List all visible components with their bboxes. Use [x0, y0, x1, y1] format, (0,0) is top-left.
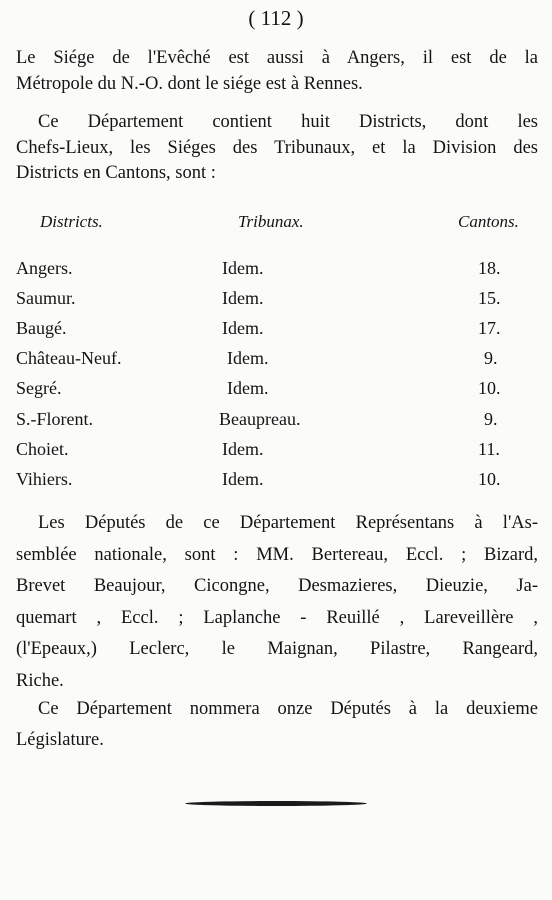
tribunal-name: Idem. — [227, 348, 269, 368]
deputies-line: quemart , Eccl. ; Laplanche - Reuillé , Lareveillère , — [16, 607, 538, 628]
table-row — [0, 378, 552, 408]
departement-line: Chefs-Lieux, les Siéges des Tribunaux, et la Division des — [16, 137, 538, 158]
canton-count: 9. — [484, 409, 498, 429]
canton-count: 15. — [478, 288, 501, 308]
canton-count: 11. — [478, 439, 500, 459]
ornamental-rule — [185, 801, 367, 806]
tribunal-name: Idem. — [227, 378, 269, 398]
canton-count: 17. — [478, 318, 501, 338]
district-name: Château-Neuf. — [16, 348, 122, 368]
intro-line: Métropole du N.-O. dont le siége est à Rennes. — [16, 73, 363, 94]
page-number: ( 112 ) — [248, 6, 304, 30]
intro-paragraph — [16, 46, 538, 97]
header-cantons: Cantons. — [458, 212, 519, 231]
legislature-line: Ce Département nommera onze Députés à la deuxieme — [38, 699, 538, 719]
legislature-paragraph — [16, 694, 538, 756]
departement-line: Districts en Cantons, sont : — [16, 163, 216, 183]
table-row — [0, 439, 552, 469]
district-name: Choiet. — [16, 439, 69, 459]
district-name: Saumur. — [16, 288, 76, 308]
table-row — [0, 258, 552, 288]
canton-count: 18. — [478, 258, 501, 278]
district-name: Angers. — [16, 258, 73, 278]
tribunal-name: Idem. — [222, 288, 264, 308]
deputies-line: Riche. — [16, 670, 64, 691]
deputies-paragraph — [16, 508, 538, 697]
canton-count: 10. — [478, 469, 501, 489]
header-tribunaux: Tribunax. — [238, 212, 304, 231]
deputies-line: Les Députés de ce Département Représentans à l'As- — [38, 513, 538, 533]
canton-count: 10. — [478, 378, 501, 398]
district-name: Segré. — [16, 378, 62, 398]
district-name: S.-Florent. — [16, 409, 94, 429]
deputies-line: semblée nationale, sont : MM. Bertereau, Eccl. ; Bizard, — [16, 544, 538, 565]
tribunal-name: Beaupreau. — [219, 409, 301, 429]
table-row — [0, 288, 552, 318]
district-name: Baugé. — [16, 318, 67, 338]
tribunal-name: Idem. — [222, 469, 264, 489]
tribunal-name: Idem. — [222, 258, 264, 278]
deputies-line: Brevet Beaujour, Cicongne, Desmazieres, Dieuzie, Ja- — [16, 576, 538, 596]
intro-line: Le Siége de l'Evêché est aussi à Angers, il est de la — [16, 48, 538, 68]
deputies-line: (l'Epeaux,) Leclerc, le Maignan, Pilastre, Rangeard, — [16, 639, 538, 659]
departement-paragraph — [16, 110, 538, 187]
table-row — [0, 469, 552, 499]
legislature-line: Législature. — [16, 730, 104, 750]
departement-line: Ce Département contient huit Districts, dont les — [38, 112, 538, 132]
tribunal-name: Idem. — [222, 318, 264, 338]
header-districts: Districts. — [40, 212, 103, 231]
table-row — [0, 348, 552, 378]
table-row — [0, 409, 552, 439]
canton-count: 9. — [484, 348, 498, 368]
district-name: Vihiers. — [16, 469, 73, 489]
tribunal-name: Idem. — [222, 439, 264, 459]
table-row — [0, 318, 552, 348]
